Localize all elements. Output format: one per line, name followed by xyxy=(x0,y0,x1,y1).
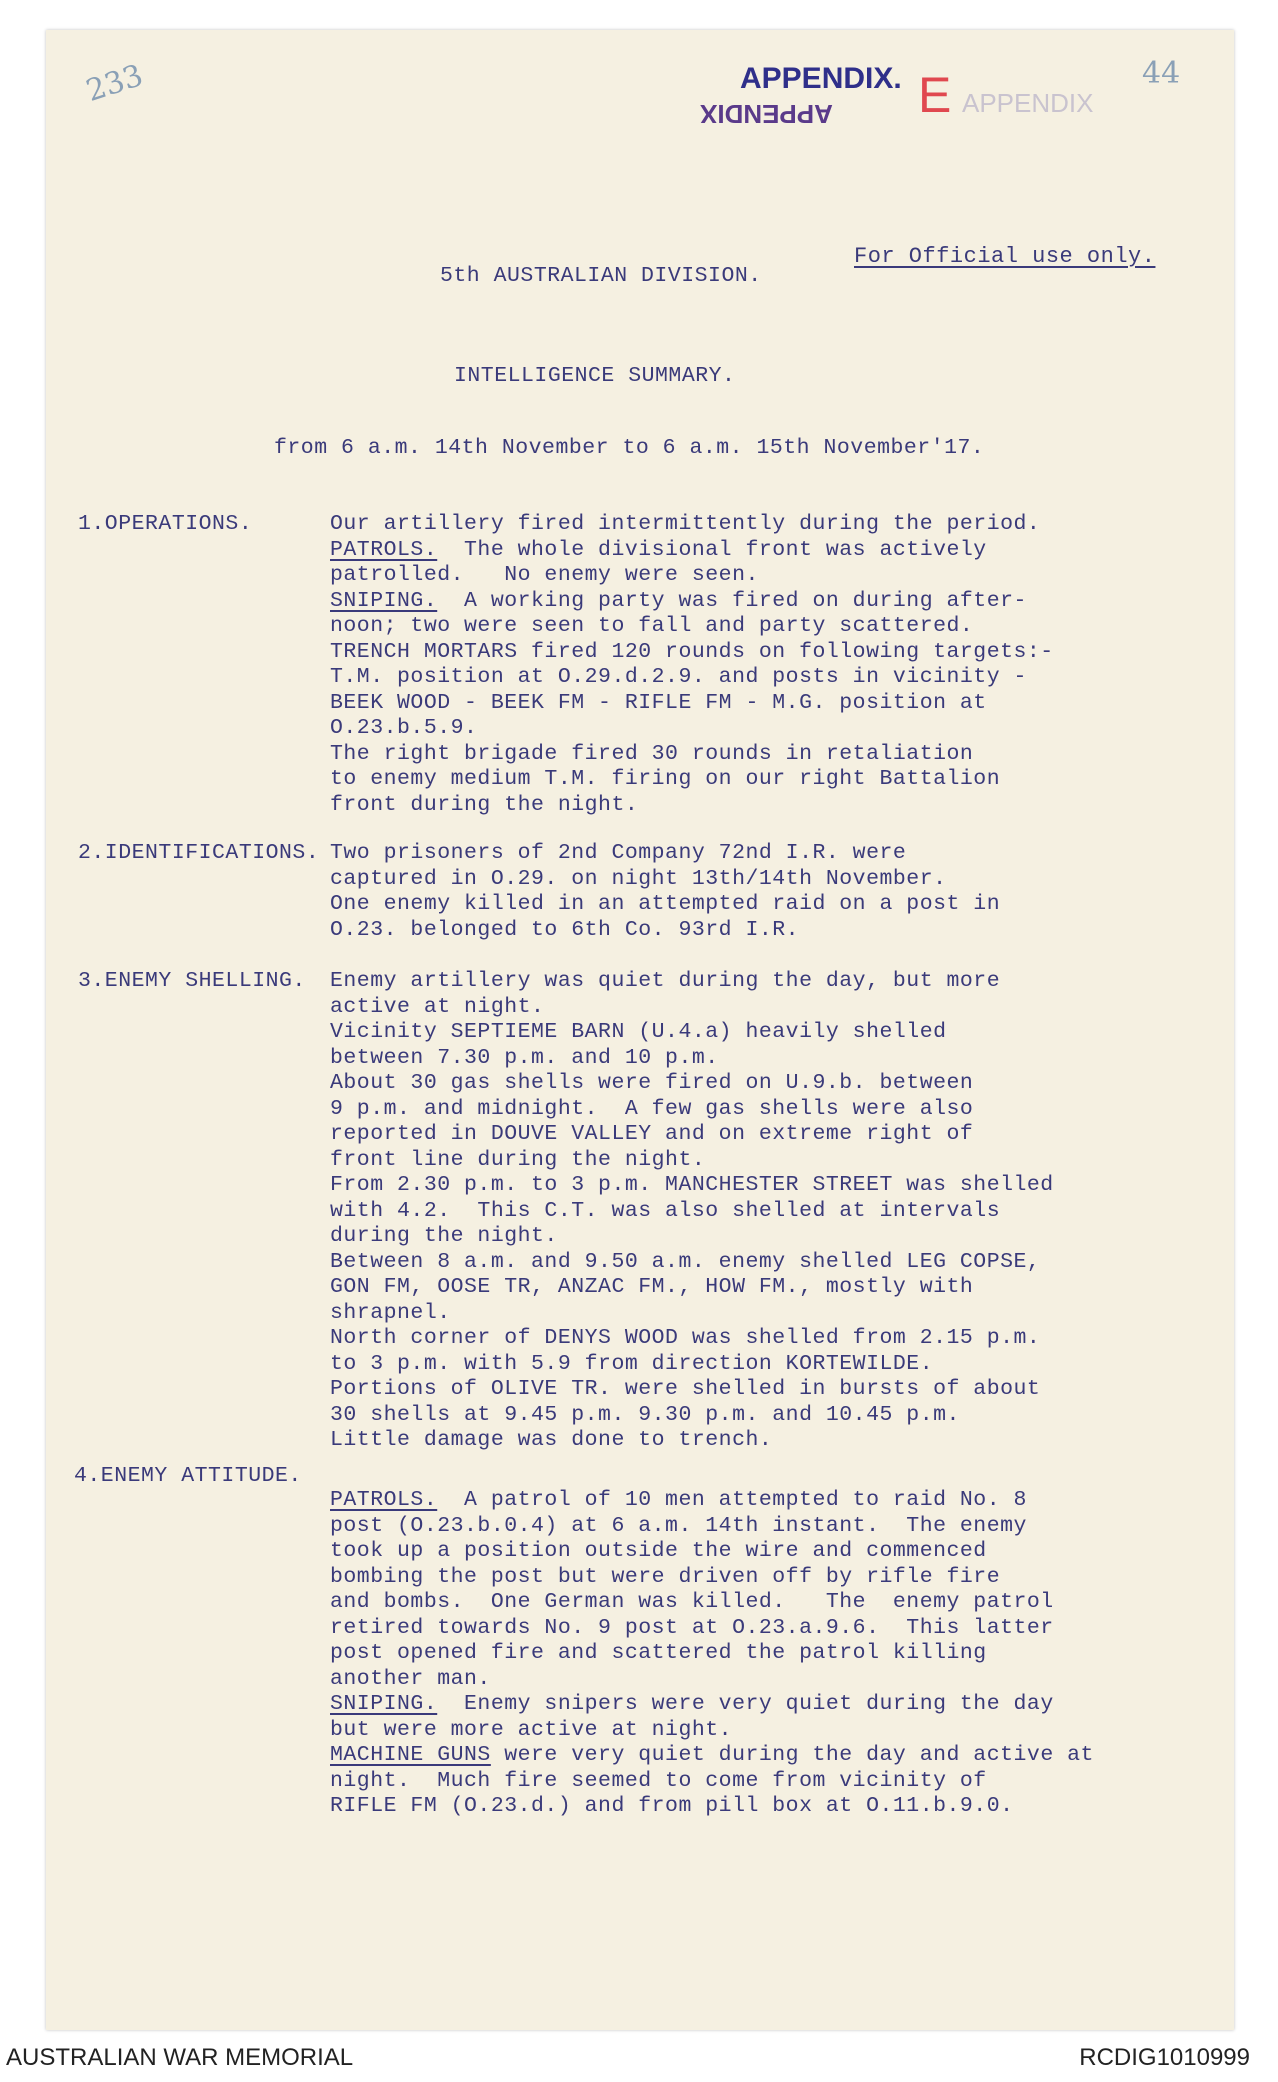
appendix-stamp-inverted: APPENDIX xyxy=(700,99,833,129)
text-line: SNIPING. Enemy snipers were very quiet during the day xyxy=(330,1692,1054,1716)
text-line: Little damage was done to trench. xyxy=(330,1428,773,1452)
text-line: About 30 gas shells were fired on U.9.b. between xyxy=(330,1071,974,1095)
text-line: BEEK WOOD - BEEK FM - RIFLE FM - M.G. position at xyxy=(330,690,987,715)
text-line: GON FM, OOSE TR, ANZAC FM., HOW FM., mostly with xyxy=(330,1275,974,1299)
text-line: retired towards No. 9 post at O.23.a.9.6. This latter xyxy=(330,1615,1054,1640)
text-line: RIFLE FM (O.23.d.) and from pill box at O.11.b.9.0. xyxy=(330,1794,1014,1818)
text-line: bombing the post but were driven off by rifle fire xyxy=(330,1564,1001,1589)
folio-number-right: 44 xyxy=(1142,56,1181,91)
text-line: active at night. xyxy=(330,994,545,1019)
official-use-note: For Official use only. xyxy=(854,244,1156,269)
text-line: From 2.30 p.m. to 3 p.m. MANCHESTER STREET was shelled xyxy=(330,1173,1054,1197)
text-line: Our artillery fired intermittently during the period. xyxy=(330,512,1041,536)
subheading-label: SNIPING. xyxy=(330,1692,438,1716)
appendix-stamp-faint: APPENDIX xyxy=(962,88,1094,118)
text-line: Portions of OLIVE TR. were shelled in bursts of about xyxy=(330,1377,1041,1401)
archive-credit: AUSTRALIAN WAR MEMORIAL xyxy=(6,2044,354,2071)
subheading-label: PATROLS. xyxy=(330,1488,438,1512)
text-line: during the night. xyxy=(330,1224,558,1248)
text-line: to 3 p.m. with 5.9 from direction KORTEWILDE. xyxy=(330,1351,934,1376)
text-line: took up a position outside the wire and commenced xyxy=(330,1539,987,1563)
text-line: to enemy medium T.M. firing on our right Battalion xyxy=(330,767,1001,791)
text-line: with 4.2. This C.T. was also shelled at intervals xyxy=(330,1198,1001,1223)
text-line: PATROLS. The whole divisional front was actively xyxy=(330,537,987,562)
text-line: O.23. belonged to 6th Co. 93rd I.R. xyxy=(330,917,800,942)
text-line: captured in O.29. on night 13th/14th November. xyxy=(330,866,947,891)
text-line: TRENCH MORTARS fired 120 rounds on following targets:- xyxy=(330,639,1054,664)
text-line: front line during the night. xyxy=(330,1147,706,1172)
text-line: T.M. position at O.29.d.2.9. and posts in vicinity - xyxy=(330,665,1027,689)
text-line: another man. xyxy=(330,1666,491,1691)
section-body-operations xyxy=(330,512,1054,818)
text-line: O.23.b.5.9. xyxy=(330,716,478,740)
summary-title: INTELLIGENCE SUMMARY. xyxy=(454,364,736,388)
section-heading-enemy-shelling: 3.ENEMY SHELLING. xyxy=(78,969,306,993)
section-heading-enemy-attitude: 4.ENEMY ATTITUDE. xyxy=(74,1464,302,1488)
appendix-stamp: APPENDIX. xyxy=(740,62,902,95)
text-line: night. Much fire seemed to come from vicinity of xyxy=(330,1768,987,1793)
text-line: The right brigade fired 30 rounds in retaliation xyxy=(330,741,974,766)
text-line: Between 8 a.m. and 9.50 a.m. enemy shelled LEG COPSE, xyxy=(330,1249,1041,1274)
text-line: 9 p.m. and midnight. A few gas shells were also xyxy=(330,1096,974,1121)
text-line: post (O.23.b.0.4) at 6 a.m. 14th instant. The enemy xyxy=(330,1513,1027,1538)
text-line: SNIPING. A working party was fired on during after- xyxy=(330,588,1027,613)
archive-reference-id: RCDIG1010999 xyxy=(1079,2044,1250,2071)
section-heading-operations: 1.OPERATIONS. xyxy=(78,512,253,536)
folio-number-left: 233 xyxy=(81,58,148,109)
text-line: PATROLS. A patrol of 10 men attempted to raid No. 8 xyxy=(330,1488,1027,1512)
text-line: Vicinity SEPTIEME BARN (U.4.a) heavily shelled xyxy=(330,1020,947,1044)
text-line: shrapnel. xyxy=(330,1300,451,1325)
text-line: front during the night. xyxy=(330,792,639,817)
text-line: between 7.30 p.m. and 10 p.m. xyxy=(330,1045,719,1070)
period-line: from 6 a.m. 14th November to 6 a.m. 15th November'17. xyxy=(274,436,985,460)
text-line: Two prisoners of 2nd Company 72nd I.R. were xyxy=(330,841,907,865)
text-line: post opened fire and scattered the patrol killing xyxy=(330,1641,987,1665)
appendix-letter-e: E xyxy=(918,67,952,123)
text-line: 30 shells at 9.45 p.m. 9.30 p.m. and 10.45 p.m. xyxy=(330,1402,960,1427)
text-line: MACHINE GUNS were very quiet during the day and active at xyxy=(330,1743,1094,1767)
text-line: One enemy killed in an attempted raid on a post in xyxy=(330,892,1001,916)
section-body-enemy-attitude xyxy=(330,1488,1094,1820)
section-body-identifications xyxy=(330,841,1000,943)
text-line: but were more active at night. xyxy=(330,1717,733,1742)
subheading-label: SNIPING. xyxy=(330,588,438,613)
division-heading: 5th AUSTRALIAN DIVISION. xyxy=(440,264,762,288)
text-line: patrolled. No enemy were seen. xyxy=(330,563,759,587)
subheading-label: PATROLS. xyxy=(330,537,438,562)
section-body-enemy-shelling xyxy=(330,969,1054,1454)
subheading-label: MACHINE GUNS xyxy=(330,1743,491,1767)
section-heading-identifications: 2.IDENTIFICATIONS. xyxy=(78,841,320,865)
text-line: North corner of DENYS WOOD was shelled from 2.15 p.m. xyxy=(330,1326,1041,1350)
text-line: reported in DOUVE VALLEY and on extreme right of xyxy=(330,1122,974,1146)
text-line: and bombs. One German was killed. The enemy patrol xyxy=(330,1590,1054,1614)
text-line: Enemy artillery was quiet during the day, but more xyxy=(330,969,1001,993)
text-line: noon; two were seen to fall and party scattered. xyxy=(330,614,974,638)
